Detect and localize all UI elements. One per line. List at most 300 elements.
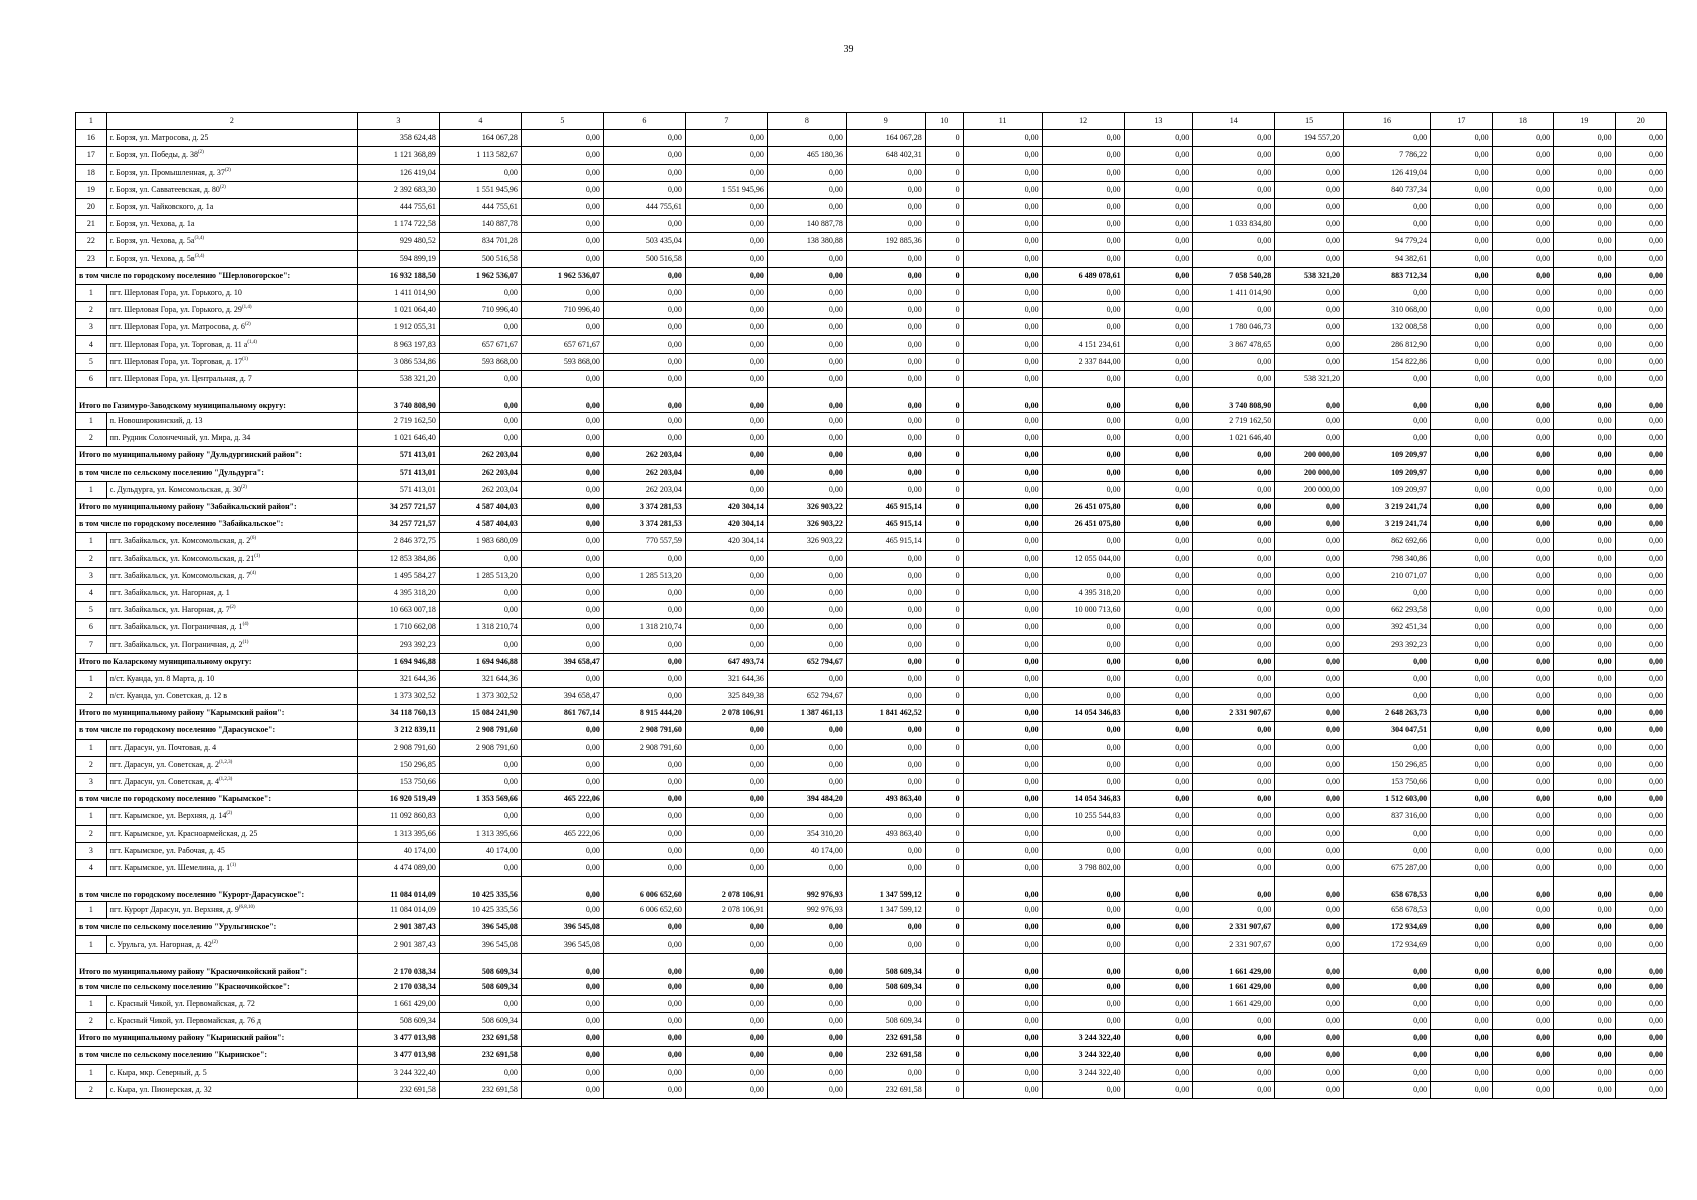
- row-number: 17: [76, 147, 107, 164]
- table-cell: 0,00: [1124, 705, 1193, 722]
- table-cell: 200 000,00: [1275, 481, 1344, 498]
- table-cell: 172 934,69: [1343, 919, 1430, 936]
- table-cell: 0,00: [1492, 464, 1554, 481]
- table-cell: 0,00: [1343, 1013, 1430, 1030]
- table-cell: 0,00: [1124, 353, 1193, 370]
- table-cell: 0,00: [963, 147, 1042, 164]
- table-cell: 0,00: [1124, 1064, 1193, 1081]
- table-cell: 0,00: [1492, 636, 1554, 653]
- table-cell: 0,00: [1343, 653, 1430, 670]
- table-cell: 0,00: [1343, 995, 1430, 1012]
- table-cell: 0,00: [1615, 181, 1666, 198]
- table-cell: 0,00: [1124, 267, 1193, 284]
- table-cell: 0,00: [846, 619, 925, 636]
- table-cell: 0,00: [1042, 722, 1124, 739]
- table-cell: 0,00: [1554, 284, 1616, 301]
- table-cell: 0: [925, 919, 963, 936]
- table-cell: 0,00: [963, 825, 1042, 842]
- table-cell: 1 661 429,00: [357, 995, 439, 1012]
- table-cell: 0,00: [1615, 773, 1666, 790]
- table-cell: 0,00: [521, 739, 603, 756]
- table-cell: 0,00: [1042, 481, 1124, 498]
- table-cell: 0,00: [963, 353, 1042, 370]
- table-cell: 0,00: [1042, 773, 1124, 790]
- table-cell: 0,00: [1431, 516, 1493, 533]
- table-cell: 0,00: [1615, 1064, 1666, 1081]
- table-cell: 0: [925, 481, 963, 498]
- table-cell: 0: [925, 1013, 963, 1030]
- table-cell: 444 755,61: [357, 198, 439, 215]
- table-cell: 657 671,67: [521, 336, 603, 353]
- table-cell: 500 516,58: [439, 250, 521, 267]
- row-number: 3: [76, 567, 107, 584]
- table-cell: 0,00: [1554, 164, 1616, 181]
- row-address: г. Борзя, ул. Победы, д. 38$^{(2)}$: [106, 147, 357, 164]
- table-cell: 0,00: [1554, 130, 1616, 147]
- table-cell: 0,00: [963, 936, 1042, 953]
- table-cell: 0,00: [685, 1030, 767, 1047]
- table-cell: 0,00: [1042, 877, 1124, 902]
- table-cell: 0,00: [767, 284, 846, 301]
- table-cell: 0,00: [685, 722, 767, 739]
- table-cell: 0,00: [521, 233, 603, 250]
- table-cell: 0,00: [1615, 902, 1666, 919]
- table-cell: 0,00: [963, 619, 1042, 636]
- table-row: [76, 808, 1667, 825]
- table-cell: 538 321,20: [1275, 267, 1344, 284]
- table-cell: 0,00: [603, 302, 685, 319]
- table-cell: 0: [925, 550, 963, 567]
- table-cell: 3 244 322,40: [357, 1064, 439, 1081]
- table-cell: 0,00: [963, 584, 1042, 601]
- table-row: [76, 1064, 1667, 1081]
- table-cell: 0,00: [767, 430, 846, 447]
- footnote-marker: (2): [211, 939, 218, 945]
- table-cell: 710 996,40: [521, 302, 603, 319]
- table-cell: 0,00: [685, 791, 767, 808]
- row-label: Итого по муниципальному району "Красночикойский район":: [76, 953, 358, 978]
- table-cell: 0,00: [1042, 842, 1124, 859]
- table-cell: 0,00: [439, 430, 521, 447]
- table-cell: 0,00: [685, 164, 767, 181]
- table-cell: 0,00: [767, 353, 846, 370]
- table-cell: 0,00: [1554, 688, 1616, 705]
- row-label: в том числе по сельскому поселению "Кыринское":: [76, 1047, 358, 1064]
- table-cell: 0,00: [685, 319, 767, 336]
- table-cell: 0,00: [1492, 498, 1554, 515]
- table-cell: 0,00: [1492, 353, 1554, 370]
- table-cell: 0,00: [846, 1064, 925, 1081]
- table-cell: 396 545,08: [521, 936, 603, 953]
- table-cell: 11 092 860,83: [357, 808, 439, 825]
- table-cell: 1 121 368,89: [357, 147, 439, 164]
- table-cell: 0,00: [1615, 430, 1666, 447]
- table-cell: 1 962 536,07: [521, 267, 603, 284]
- table-cell: 0,00: [1431, 902, 1493, 919]
- table-cell: 0,00: [1124, 877, 1193, 902]
- table-cell: 0,00: [767, 164, 846, 181]
- footnote-marker: (4): [242, 622, 249, 628]
- table-cell: 7 786,22: [1343, 147, 1430, 164]
- table-cell: 0,00: [1275, 919, 1344, 936]
- table-cell: 1 174 722,58: [357, 216, 439, 233]
- table-cell: 109 209,97: [1343, 464, 1430, 481]
- table-cell: 0,00: [1193, 602, 1275, 619]
- table-cell: 394 484,20: [767, 791, 846, 808]
- footnote-marker: (2): [224, 167, 231, 173]
- table-cell: 0,00: [1275, 550, 1344, 567]
- table-cell: 2 908 791,60: [603, 739, 685, 756]
- table-cell: 0,00: [1275, 825, 1344, 842]
- table-cell: 0,00: [1124, 336, 1193, 353]
- table-cell: 0,00: [1124, 739, 1193, 756]
- table-cell: 1 285 513,20: [603, 567, 685, 584]
- table-cell: 0,00: [1615, 447, 1666, 464]
- table-cell: 1 841 462,52: [846, 705, 925, 722]
- table-row: [76, 481, 1667, 498]
- table-cell: 0,00: [1615, 584, 1666, 601]
- table-cell: 0,00: [1275, 181, 1344, 198]
- table-cell: 0,00: [846, 773, 925, 790]
- table-cell: 992 976,93: [767, 902, 846, 919]
- table-cell: 0,00: [1275, 688, 1344, 705]
- footnote-marker: (2): [226, 811, 233, 817]
- footnote-marker: (2): [198, 150, 204, 156]
- row-number: 6: [76, 619, 107, 636]
- table-cell: 0,00: [1615, 319, 1666, 336]
- table-cell: 232 691,58: [439, 1081, 521, 1098]
- table-cell: 0,00: [1275, 722, 1344, 739]
- table-cell: 0,00: [846, 284, 925, 301]
- table-cell: 0,00: [685, 1081, 767, 1098]
- table-cell: 0,00: [1193, 1030, 1275, 1047]
- table-cell: 0,00: [1275, 859, 1344, 876]
- table-cell: 0,00: [767, 550, 846, 567]
- table-cell: 648 402,31: [846, 147, 925, 164]
- table-cell: 0,00: [1193, 353, 1275, 370]
- table-cell: 0,00: [685, 842, 767, 859]
- table-cell: 444 755,61: [603, 198, 685, 215]
- row-number: 2: [76, 1013, 107, 1030]
- table-cell: 0,00: [1124, 164, 1193, 181]
- table-cell: 1 021 064,40: [357, 302, 439, 319]
- table-cell: 0,00: [685, 739, 767, 756]
- table-cell: 0,00: [1431, 978, 1493, 995]
- table-cell: 0,00: [603, 216, 685, 233]
- table-row: [76, 336, 1667, 353]
- table-cell: 0,00: [603, 413, 685, 430]
- table-cell: 0,00: [963, 953, 1042, 978]
- table-cell: 508 609,34: [439, 978, 521, 995]
- table-cell: 0,00: [1042, 464, 1124, 481]
- table-cell: 0,00: [1275, 791, 1344, 808]
- table-cell: 0,00: [1343, 1047, 1430, 1064]
- table-cell: 0,00: [963, 550, 1042, 567]
- table-cell: 0: [925, 1081, 963, 1098]
- table-cell: 2 331 907,67: [1193, 936, 1275, 953]
- table-cell: 0,00: [1275, 936, 1344, 953]
- table-cell: 0,00: [1042, 978, 1124, 995]
- table-cell: 0,00: [1343, 370, 1430, 387]
- table-cell: 2 170 038,34: [357, 953, 439, 978]
- table-cell: 593 868,00: [439, 353, 521, 370]
- table-cell: 594 899,19: [357, 250, 439, 267]
- table-cell: 11 084 014,09: [357, 902, 439, 919]
- table-cell: 0,00: [1615, 602, 1666, 619]
- table-row: [76, 567, 1667, 584]
- table-cell: 2 170 038,34: [357, 978, 439, 995]
- table-cell: 0,00: [1554, 919, 1616, 936]
- table-cell: 0,00: [603, 336, 685, 353]
- row-address: пгт. Забайкальск, ул. Комсомольская, д. 7$^{(4)}$: [106, 567, 357, 584]
- table-cell: 0,00: [1615, 825, 1666, 842]
- table-cell: 0,00: [603, 773, 685, 790]
- table-cell: 675 287,00: [1343, 859, 1430, 876]
- table-cell: 0,00: [1554, 147, 1616, 164]
- table-cell: 0,00: [685, 936, 767, 953]
- table-cell: 0: [925, 756, 963, 773]
- subtotal-row: [76, 498, 1667, 515]
- row-number: 3: [76, 319, 107, 336]
- table-cell: 0,00: [767, 267, 846, 284]
- table-cell: 0,00: [521, 1081, 603, 1098]
- table-cell: 0,00: [767, 447, 846, 464]
- table-cell: 0,00: [685, 302, 767, 319]
- table-cell: 0,00: [1343, 825, 1430, 842]
- table-cell: 0,00: [1124, 1030, 1193, 1047]
- table-cell: 0,00: [1554, 181, 1616, 198]
- table-cell: 0,00: [1124, 773, 1193, 790]
- page-number: 39: [843, 44, 854, 55]
- table-cell: 0,00: [1124, 233, 1193, 250]
- table-cell: 0: [925, 216, 963, 233]
- table-cell: 2 901 387,43: [357, 936, 439, 953]
- table-cell: 1 694 946,88: [439, 653, 521, 670]
- table-cell: 2 392 683,30: [357, 181, 439, 198]
- footnote-marker: (1,4): [241, 305, 252, 311]
- table-cell: 465 222,06: [521, 825, 603, 842]
- table-cell: 0,00: [1615, 877, 1666, 902]
- table-cell: 0,00: [603, 1064, 685, 1081]
- table-cell: 0,00: [1124, 370, 1193, 387]
- table-cell: 0,00: [1124, 842, 1193, 859]
- subtotal-row: [76, 722, 1667, 739]
- table-cell: 34 257 721,57: [357, 498, 439, 515]
- table-cell: 126 419,04: [357, 164, 439, 181]
- table-cell: 132 008,58: [1343, 319, 1430, 336]
- subtotal-row: [76, 388, 1667, 413]
- table-cell: 0,00: [963, 413, 1042, 430]
- table-cell: 0,00: [1275, 533, 1344, 550]
- table-cell: 0,00: [685, 636, 767, 653]
- table-cell: 0,00: [1492, 825, 1554, 842]
- table-cell: 0: [925, 1030, 963, 1047]
- table-cell: 0,00: [1431, 147, 1493, 164]
- footnote-marker: (6): [250, 536, 257, 542]
- table-cell: 0,00: [521, 756, 603, 773]
- table-cell: 0,00: [521, 284, 603, 301]
- table-cell: 0,00: [1275, 602, 1344, 619]
- subtotal-row: [76, 978, 1667, 995]
- table-cell: 1 033 834,80: [1193, 216, 1275, 233]
- table-cell: 0,00: [767, 250, 846, 267]
- table-cell: 0,00: [1554, 481, 1616, 498]
- table-cell: 0,00: [521, 902, 603, 919]
- table-cell: 358 624,48: [357, 130, 439, 147]
- table-row: [76, 430, 1667, 447]
- table-cell: 0,00: [1554, 739, 1616, 756]
- table-cell: 0,00: [1042, 319, 1124, 336]
- table-cell: 0,00: [1554, 791, 1616, 808]
- table-cell: 0,00: [1275, 705, 1344, 722]
- table-cell: 0,00: [767, 995, 846, 1012]
- table-cell: 0,00: [1554, 319, 1616, 336]
- row-number: 4: [76, 584, 107, 601]
- table-cell: 0,00: [767, 773, 846, 790]
- table-cell: 0,00: [1615, 619, 1666, 636]
- table-cell: 0,00: [1275, 498, 1344, 515]
- table-cell: 0,00: [1343, 953, 1430, 978]
- table-cell: 0,00: [963, 808, 1042, 825]
- table-cell: 0,00: [603, 1081, 685, 1098]
- table-cell: 0,00: [767, 636, 846, 653]
- table-cell: 0,00: [685, 336, 767, 353]
- table-cell: 0,00: [1554, 953, 1616, 978]
- table-cell: 0,00: [685, 773, 767, 790]
- table-cell: 0,00: [1124, 516, 1193, 533]
- table-cell: 3 244 322,40: [1042, 1030, 1124, 1047]
- table-cell: 0,00: [1042, 756, 1124, 773]
- table-cell: 4 587 404,03: [439, 516, 521, 533]
- table-cell: 500 516,58: [603, 250, 685, 267]
- table-cell: 657 671,67: [439, 336, 521, 353]
- table-cell: 0,00: [1042, 739, 1124, 756]
- table-cell: 0,00: [963, 284, 1042, 301]
- table-cell: 0,00: [439, 284, 521, 301]
- table-cell: 0,00: [1492, 705, 1554, 722]
- table-cell: 503 435,04: [603, 233, 685, 250]
- table-cell: 0,00: [1554, 1047, 1616, 1064]
- table-cell: 0,00: [963, 670, 1042, 687]
- table-cell: 0,00: [603, 1030, 685, 1047]
- table-row: [76, 250, 1667, 267]
- table-cell: 0,00: [1343, 978, 1430, 995]
- table-cell: 310 068,00: [1343, 302, 1430, 319]
- table-cell: 0,00: [1431, 602, 1493, 619]
- table-cell: 0,00: [1124, 688, 1193, 705]
- table-cell: 0,00: [1275, 567, 1344, 584]
- row-number: 3: [76, 773, 107, 790]
- table-cell: 0,00: [963, 498, 1042, 515]
- table-cell: 286 812,90: [1343, 336, 1430, 353]
- table-cell: 0,00: [603, 147, 685, 164]
- table-cell: 0: [925, 567, 963, 584]
- table-cell: 0,00: [1042, 636, 1124, 653]
- table-cell: 0: [925, 267, 963, 284]
- table-cell: 0,00: [1275, 216, 1344, 233]
- table-cell: 0: [925, 302, 963, 319]
- table-cell: 16 920 519,49: [357, 791, 439, 808]
- table-cell: 0,00: [1124, 722, 1193, 739]
- table-cell: 0,00: [1431, 877, 1493, 902]
- table-cell: 0,00: [963, 567, 1042, 584]
- table-cell: 8 915 444,20: [603, 705, 685, 722]
- table-cell: 6 489 078,61: [1042, 267, 1124, 284]
- table-cell: 0,00: [1615, 722, 1666, 739]
- table-cell: 6 006 652,60: [603, 877, 685, 902]
- table-cell: 0: [925, 773, 963, 790]
- table-cell: 0,00: [1615, 233, 1666, 250]
- table-cell: 10 425 335,56: [439, 877, 521, 902]
- row-address: с. Кыра, ул. Пионерская, д. 32: [106, 1081, 357, 1098]
- table-cell: 0,00: [439, 995, 521, 1012]
- table-cell: 0,00: [1343, 430, 1430, 447]
- table-cell: 293 392,23: [357, 636, 439, 653]
- table-cell: 0,00: [1554, 978, 1616, 995]
- table-cell: 262 203,04: [603, 464, 685, 481]
- table-cell: 0,00: [439, 164, 521, 181]
- table-cell: 0,00: [521, 533, 603, 550]
- table-cell: 0,00: [1124, 498, 1193, 515]
- table-cell: 0,00: [1042, 1081, 1124, 1098]
- table-cell: 0,00: [1042, 164, 1124, 181]
- table-cell: 0,00: [1275, 164, 1344, 181]
- table-cell: 0,00: [1554, 636, 1616, 653]
- row-address: пгт. Шерловая Гора, ул. Торговая, д. 17$^{(1)}$: [106, 353, 357, 370]
- table-cell: 0,00: [1124, 953, 1193, 978]
- table-cell: 0,00: [685, 756, 767, 773]
- table-cell: 0,00: [963, 388, 1042, 413]
- row-address: пп. Рудник Солончечный, ул. Мира, д. 34: [106, 430, 357, 447]
- row-address: пгт. Дарасун, ул. Советская, д. 4$^{(1,2,3)}$: [106, 773, 357, 790]
- table-cell: 0,00: [1431, 464, 1493, 481]
- table-cell: 0,00: [1431, 216, 1493, 233]
- table-cell: 0,00: [1042, 825, 1124, 842]
- row-address: пгт. Карымское, ул. Верхняя, д. 14$^{(2)}$: [106, 808, 357, 825]
- table-cell: 0,00: [685, 353, 767, 370]
- footnote-marker: (1): [254, 553, 261, 559]
- table-row: [76, 636, 1667, 653]
- table-cell: 0,00: [1124, 216, 1193, 233]
- table-cell: 0,00: [1615, 670, 1666, 687]
- table-cell: 0,00: [1124, 808, 1193, 825]
- table-cell: 0,00: [521, 619, 603, 636]
- table-cell: 0,00: [1492, 413, 1554, 430]
- table-cell: 0,00: [963, 1013, 1042, 1030]
- table-cell: 0,00: [1193, 636, 1275, 653]
- table-cell: 0,00: [685, 995, 767, 1012]
- table-cell: 0,00: [1193, 130, 1275, 147]
- table-cell: 0,00: [1615, 464, 1666, 481]
- table-cell: 0,00: [1193, 1013, 1275, 1030]
- table-cell: 0,00: [521, 722, 603, 739]
- table-cell: 0,00: [603, 430, 685, 447]
- table-cell: 0,00: [521, 481, 603, 498]
- table-cell: 0: [925, 584, 963, 601]
- table-cell: 0,00: [603, 1013, 685, 1030]
- table-cell: 0: [925, 936, 963, 953]
- table-cell: 1 710 662,08: [357, 619, 439, 636]
- table-cell: 321 644,36: [357, 670, 439, 687]
- subtotal-row: [76, 653, 1667, 670]
- table-cell: 0,00: [439, 1064, 521, 1081]
- table-cell: 0,00: [1615, 859, 1666, 876]
- table-cell: 0: [925, 722, 963, 739]
- footnote-marker: (1,2,3): [218, 777, 233, 783]
- table-cell: 0,00: [1431, 198, 1493, 215]
- table-cell: 0,00: [1431, 919, 1493, 936]
- table-cell: 0,00: [1193, 533, 1275, 550]
